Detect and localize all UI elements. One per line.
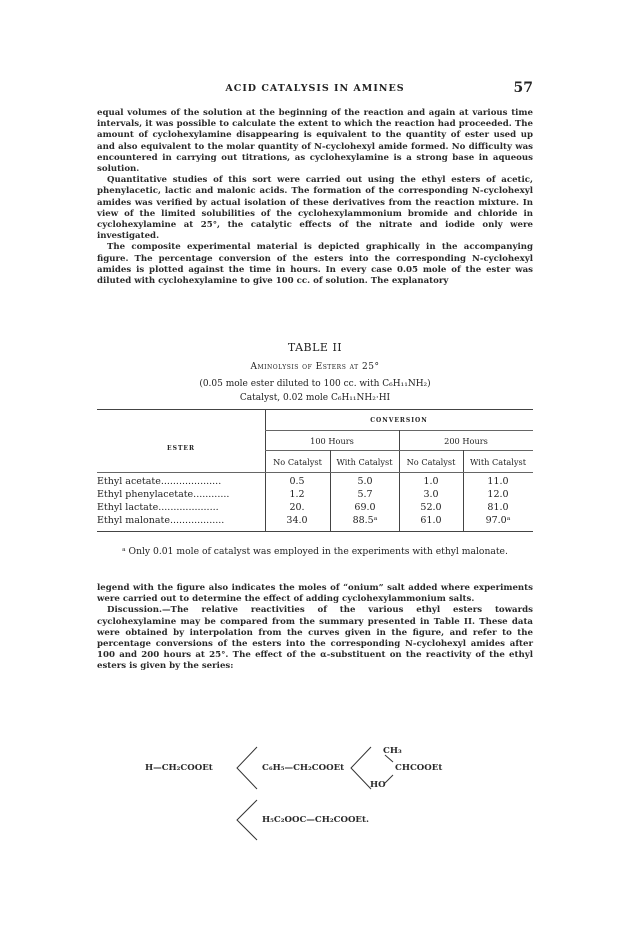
ester-name: Ethyl phenylacetate............ [97,489,230,500]
series-item-phenylacetate: C₆H₅—CH₂COOEt [262,763,345,773]
table-cell: 81.0 [487,502,509,513]
table-subtitle: Catalyst, 0.02 mole C₆H₁₁NH₂·HI [239,393,391,403]
table-cell: 52.0 [420,502,442,513]
table-cell: 12.0 [487,489,509,500]
table-cell: 88.5ᵃ [352,515,378,526]
bond-ch3 [385,755,393,762]
running-title: ACID CATALYSIS IN AMINES [225,83,405,94]
paragraph: Quantitative studies of this sort were carried out using the ethyl esters of acetic, phenylacetic, lactic and malonic acids. The formation of the corresponding N-cyclohexyl amides was verified by actual isolation of these derivatives from the reaction mixture. In view of the limited solubilities of the cyclohexylammonium bromide and chloride in cyclohexylamine at 25°, the catalytic effects of the nitrate and iodide only were investigated. [97,175,533,242]
series-item-lactate-ch3: CH₃ [383,746,402,756]
table-subtitle: (0.05 mole ester diluted to 100 cc. with C₆H₁₁NH₂) [199,379,431,389]
bond-ho [385,775,393,783]
ester-name: Ethyl acetate.................... [97,476,222,487]
bracket-middle [351,747,371,789]
table-cell: 34.0 [286,515,308,526]
column-header-with-catalyst: With Catalyst [336,457,393,467]
column-header-no-catalyst: No Catalyst [406,457,456,467]
page-number: 57 [513,80,533,96]
column-header-conversion: CONVERSION [370,417,428,424]
table-cell: 3.0 [423,489,439,500]
column-header-100-hours: 100 Hours [310,436,354,446]
table-cell: 0.5 [289,476,305,487]
table-cell: 1.0 [423,476,439,487]
column-header-200-hours: 200 Hours [444,436,488,446]
table-footnote: ᵃ Only 0.01 mole of catalyst was employed in the experiments with ethyl malonate. [122,546,508,557]
column-header-no-catalyst: No Catalyst [273,457,322,467]
ester-name: Ethyl malonate.................. [97,515,225,526]
bracket-left [237,747,257,789]
table-cell: 1.2 [289,489,305,500]
ester-name: Ethyl lactate.................... [97,502,219,513]
paragraph: equal volumes of the solution at the beginning of the reaction and again at various time intervals, it was possible to calculate the extent to which the reaction had proceeded. The amount of cyclohexylamine disappearing is equivalent to the quantity of ester used up and also equivalent to the molar quantity of N-cyclohexyl amide formed. No difficulty was encountered in carrying out titrations, as cyclohexylamine is a strong base in aqueous solution. [97,108,533,175]
series-item-lactate: CHCOOEt [395,763,443,773]
series-item-lactate-ho: HO [370,780,386,790]
table-number: TABLE II [287,341,343,354]
series-item-acetate: H—CH₂COOEt [145,763,213,773]
paragraph: The composite experimental material is depicted graphically in the accompanying figure. The percentage conversion of the esters into the corresponding N-cyclohexyl amides is plotted against the time in hours. In every case 0.05 mole of the ester was diluted with cyclohexylamine to give 100 cc. of solution. The explanatory [97,242,533,287]
column-header-ester: ESTER [167,445,195,452]
column-header-with-catalyst: With Catalyst [469,457,527,467]
table-cell: 20. [289,502,305,513]
paragraph: legend with the figure also indicates the moles of “onium” salt added where experiments were carried out to determine the effect of adding cyclohexylammonium salts. [97,583,533,605]
table-cell: 61.0 [420,515,442,526]
table-cell: 97.0ᵃ [485,515,511,526]
series-item-malonate: H₅C₂OOC—CH₂COOEt. [262,815,369,825]
table-cell: 5.7 [357,489,373,500]
table-cell: 11.0 [487,476,509,487]
bracket-lower [237,800,257,840]
paragraph: Discussion.—The relative reactivities of the various ethyl esters towards cyclohexylamine may be compared from the summary presented in Table II. These data were obtained by interpolation from the curves given in the figure, and refer to the percentage conversions of the esters into the corresponding N-cyclohexyl amides after 100 and 200 hours at 25°. The effect of the α-substituent on the reactivity of the ethyl esters is given by the series: [97,605,533,672]
table-title-text: Aminolysis of Esters at 25° [250,362,380,372]
table-cell: 5.0 [357,476,373,487]
table-cell: 69.0 [354,502,376,513]
